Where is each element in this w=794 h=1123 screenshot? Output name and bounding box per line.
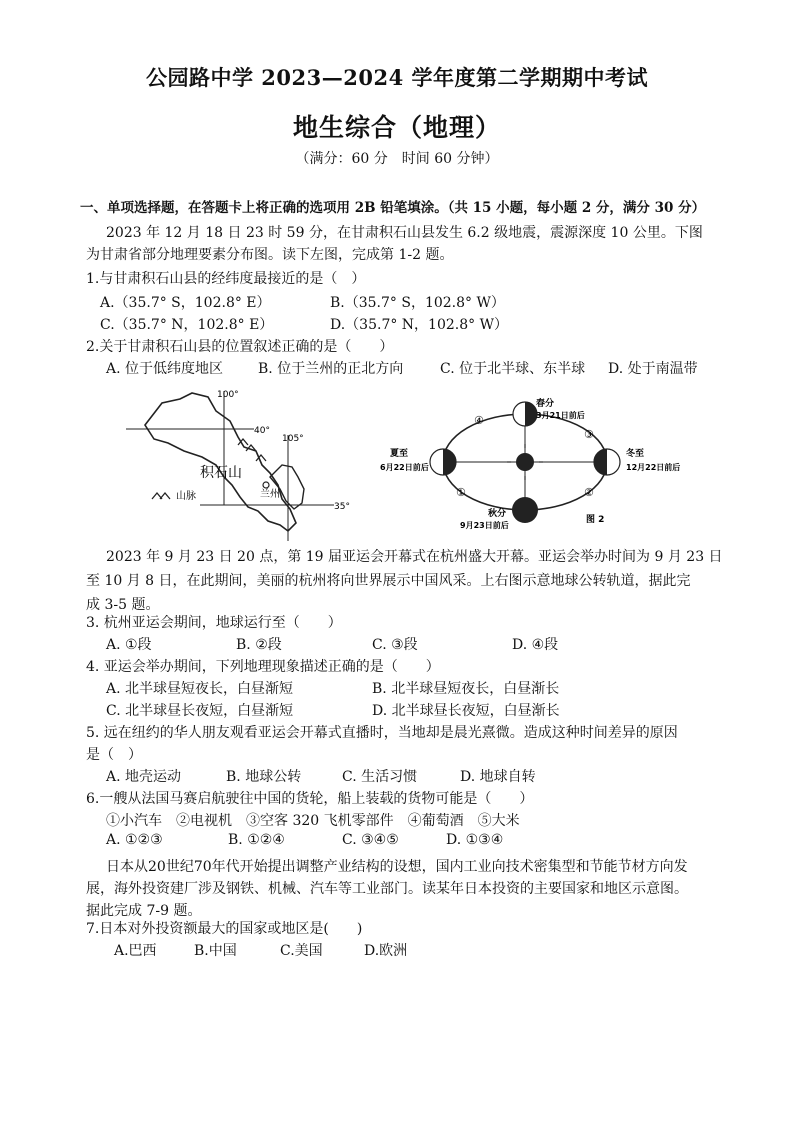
earth-winter-shade [594,449,607,475]
earth-autumn-icon [512,497,538,523]
autumn-name: 秋分 [488,509,507,519]
label-lat-35: 35° [334,502,350,512]
q7-option-d: D.欧洲 [364,943,408,959]
exam-title: 公园路中学 2023—2024 学年度第二学期期中考试 [145,65,648,90]
orbit-caption: 图 2 [586,515,605,525]
segment-1-label: ① [456,486,466,499]
q4-option-d: D. 北半球昼长夜短，白昼渐长 [372,703,560,719]
segment-3-label: ③ [584,428,594,441]
q6-option-a: A. ①②③ [106,832,163,848]
exam-subject: 地生综合（地理） [292,113,501,142]
q3-option-b: B. ②段 [236,637,282,653]
spring-date: 3月21日前后 [536,411,585,420]
q1-option-c: C.（35.7° N，102.8° E） [100,317,274,333]
legend-mountain-icon [152,493,170,499]
q1-stem: 1.与甘肃积石山县的经纬度最接近的是（ ） [86,271,366,287]
intro2-line1: 2023 年 9 月 23 日 20 点，第 19 届亚运会开幕式在杭州盛大开幕。亚运会举办时间为 9 月 23 日 [106,549,723,565]
q1-option-b: B.（35.7° S，102.8° W） [330,295,505,311]
q6-option-d: D. ①③④ [446,832,504,848]
orbit-diagram [380,392,700,532]
intro2-line3: 成 3-5 题。 [86,597,160,613]
q3-option-a: A. ①段 [106,637,152,653]
label-lon-105: 105° [282,434,304,444]
intro2-line2: 至 10 月 8 日，在此期间，美丽的杭州将向世界展示中国风采。上右图示意地球公转轨道，据此完 [86,573,691,589]
q4-stem: 4. 亚运会举办期间，下列地理现象描述正确的是（ ） [86,659,440,675]
q6-option-c: C. ③④⑤ [342,832,399,848]
q6-items: ①小汽车 ②电视机 ③空客 320 飞机零部件 ④葡萄酒 ⑤大米 [106,813,520,829]
earth-summer-shade [443,449,456,475]
segment-2-label: ② [584,486,594,499]
q4-option-a: A. 北半球昼短夜长，白昼渐短 [106,681,294,697]
q7-option-b: B.中国 [194,943,237,959]
q5-option-d: D. 地球自转 [460,769,536,785]
province-east-outline [270,465,304,509]
section-heading: 一、单项选择题，在答题卡上将正确的选项用 2B 铅笔填涂。（共 15 小题，每小题 2 分，满分 30 分） [80,200,706,216]
intro3-line2: 展，海外投资建厂涉及钢铁、机械、汽车等工业部门。读某年日本投资的主要国家和地区示意图。 [86,881,688,897]
intro1-line1: 2023 年 12 月 18 日 23 时 59 分，在甘肃积石山县发生 6.2 级地震，震源深度 10 公里。下图 [106,225,703,241]
q2-option-c: C. 位于北半球、东半球 [440,361,586,377]
q2-option-a: A. 位于低纬度地区 [106,361,224,377]
q6-option-b: B. ①②④ [228,832,285,848]
autumn-date: 9月23日前后 [460,521,509,530]
intro3-line1: 日本从20世纪70年代开始提出调整产业结构的设想，国内工业向技术密集型和节能节材方向发 [106,859,688,875]
q5-option-b: B. 地球公转 [226,769,302,785]
intro3-line3: 据此完成 7-9 题。 [86,903,202,919]
q2-stem: 2.关于甘肃积石山县的位置叙述正确的是（ ） [86,339,394,355]
winter-name: 冬至 [626,449,645,459]
q1-option-a: A.（35.7° S，102.8° E） [100,295,271,311]
q4-option-c: C. 北半球昼长夜短，白昼渐短 [106,703,294,719]
summer-name: 夏至 [390,449,409,459]
sun-icon [516,453,534,471]
label-lat-40: 40° [254,426,270,436]
q3-stem: 3. 杭州亚运会期间，地球运行至（ ） [86,615,342,631]
q5-option-c: C. 生活习惯 [342,769,418,785]
q3-option-d: D. ④段 [512,637,559,653]
label-county: 积石山 [200,465,242,481]
label-city: 兰州 [260,489,280,500]
q1-option-d: D.（35.7° N，102.8° W） [330,317,508,333]
province-outline [145,393,296,531]
q7-option-c: C.美国 [280,943,323,959]
exam-meta: （满分：60 分 时间 60 分钟） [295,151,499,167]
q3-option-c: C. ③段 [372,637,418,653]
q2-option-b: B. 位于兰州的正北方向 [258,361,404,377]
label-lon-100: 100° [217,390,239,400]
lanzhou-marker-icon [263,482,269,488]
q5-option-a: A. 地壳运动 [106,769,182,785]
q6-stem: 6.一艘从法国马赛启航驶往中国的货轮，船上装载的货物可能是（ ） [86,791,534,807]
spring-name: 春分 [536,399,555,409]
q5-stem-line2: 是（ ） [86,747,142,763]
q7-stem: 7.日本对外投资额最大的国家或地区是( ) [86,921,363,937]
q7-option-a: A.巴西 [114,943,157,959]
winter-date: 12月22日前后 [626,463,681,472]
legend-label: 山脉 [176,491,196,502]
gansu-map [120,385,360,545]
q4-option-b: B. 北半球昼短夜长，白昼渐长 [372,681,560,697]
summer-date: 6月22日前后 [380,463,429,472]
intro1-line2: 为甘肃省部分地理要素分布图。读下左图，完成第 1-2 题。 [86,247,454,263]
segment-4-label: ④ [474,414,484,427]
q2-option-d: D. 处于南温带 [608,361,698,377]
q5-stem-line1: 5. 远在纽约的华人朋友观看亚运会开幕式直播时，当地却是晨光熹微。造成这种时间差异的原因 [86,725,678,741]
